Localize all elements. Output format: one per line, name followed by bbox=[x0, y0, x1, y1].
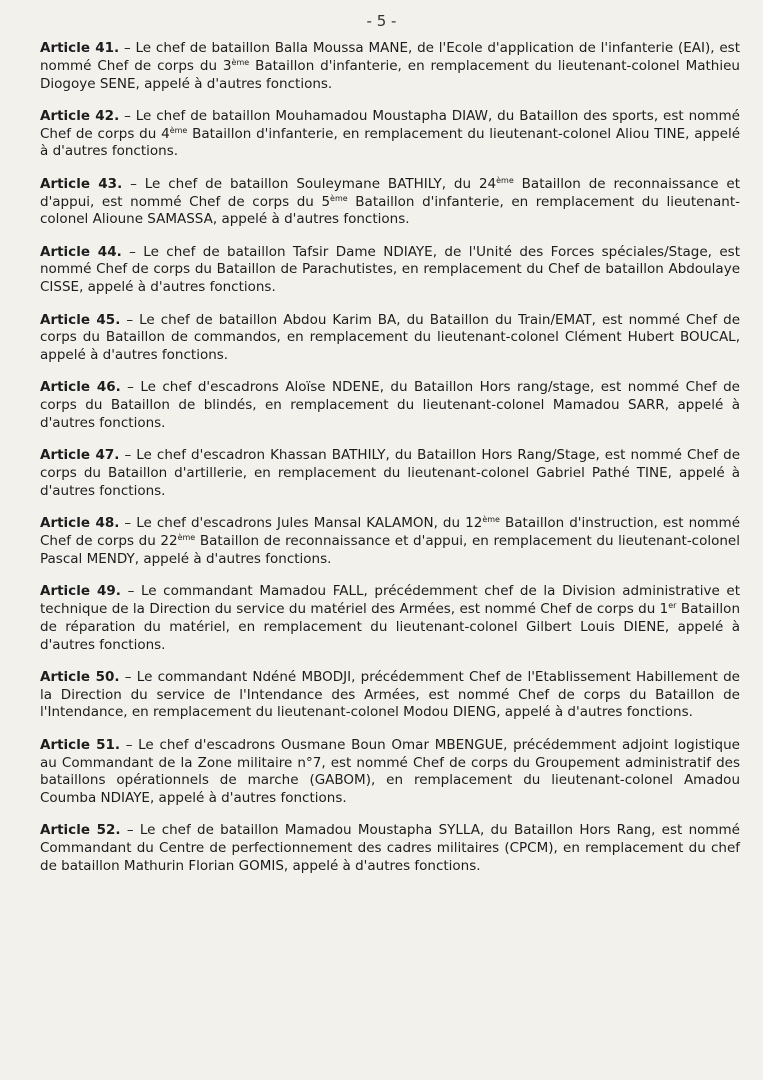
article-paragraph bbox=[40, 312, 740, 365]
article-label: Article 47. bbox=[40, 447, 120, 464]
article-paragraph bbox=[40, 447, 740, 500]
article-text: Bataillon d'infanterie, en remplacement du lieutenant-colonel Alioune SAMASSA, appelé à d'autres fonctions. bbox=[40, 193, 740, 228]
article-text: Bataillon de réparation du matériel, en remplacement du lieutenant-colonel Gilbert Louis DIENE, appelé à d'autres fonctions. bbox=[40, 600, 740, 653]
article-paragraph bbox=[40, 583, 740, 654]
ordinal-superscript: ème bbox=[169, 125, 188, 135]
article-label: Article 50. bbox=[40, 668, 120, 685]
ordinal-superscript: ème bbox=[496, 175, 514, 185]
article-label: Article 42. bbox=[40, 107, 120, 124]
article-paragraph bbox=[40, 737, 740, 808]
ordinal-superscript: ème bbox=[330, 193, 348, 203]
article-paragraph bbox=[40, 40, 740, 93]
article-paragraph bbox=[40, 176, 740, 229]
article-text: – Le chef d'escadrons Aloïse NDENE, du Bataillon Hors rang/stage, est nommé Chef de corps du Bataillon de blindés, en remplacement du lieutenant-colonel Mamadou SARR, appelé à d'autres fonctions. bbox=[40, 379, 740, 432]
article-text: – Le chef de bataillon Mouhamadou Moustapha DIAW, du Bataillon des sports, est nommé Chef de corps du 4 bbox=[40, 107, 740, 142]
article-paragraph bbox=[40, 822, 740, 875]
article-text: – Le chef de bataillon Souleymane BATHILY, du 24 bbox=[122, 175, 497, 192]
article-label: Article 48. bbox=[40, 515, 120, 532]
article-label: Article 45. bbox=[40, 311, 121, 328]
article-label: Article 52. bbox=[40, 822, 121, 839]
article-text: – Le chef de bataillon Abdou Karim BA, du Bataillon du Train/EMAT, est nommé Chef de corps du Bataillon de commandos, en remplacement du lieutenant-colonel Clément Hubert BOUCAL, appelé à d'autres fonctions. bbox=[40, 311, 741, 364]
article-label: Article 51. bbox=[40, 736, 120, 753]
article-text: – Le chef d'escadron Khassan BATHILY, du Bataillon Hors Rang/Stage, est nommé Chef de corps du Bataillon d'artillerie, en remplacement du lieutenant-colonel Gabriel Pathé TINE, appelé à d'autres fonctions. bbox=[40, 447, 740, 499]
article-text: – Le chef d'escadrons Jules Mansal KALAMON, du 12 bbox=[119, 515, 483, 532]
article-paragraph bbox=[40, 108, 740, 161]
article-label: Article 44. bbox=[40, 243, 122, 260]
article-list bbox=[40, 40, 740, 890]
ordinal-superscript: ème bbox=[231, 57, 250, 67]
ordinal-superscript: ème bbox=[482, 515, 500, 525]
article-text: – Le chef de bataillon Tafsir Dame NDIAYE, de l'Unité des Forces spéciales/Stage, est nommé Chef de corps du Bataillon de Parachutistes, en remplacement du Chef de bataillon Abdoulaye CISSE, appelé à d'autres fonctions. bbox=[40, 243, 740, 296]
article-text: – Le chef d'escadrons Ousmane Boun Omar MBENGUE, précédemment adjoint logistique au Commandant de la Zone militaire n°7, est nommé Chef de corps du Groupement administratif des bataillons opérationnels de marche (GABOM), en remplacement du lieutenant-colonel Amadou Coumba NDIAYE, appelé à d'autres fonctions. bbox=[40, 736, 740, 807]
article-text: Bataillon d'instruction, est nommé Chef de corps du 22 bbox=[40, 515, 741, 550]
article-text: – Le chef de bataillon Mamadou Moustapha SYLLA, du Bataillon Hors Rang, est nommé Commandant du Centre de perfectionnement des cadres militaires (CPCM), en remplacement du chef de bataillon Mathurin Florian GOMIS, appelé à d'autres fonctions. bbox=[40, 822, 740, 874]
article-text: Bataillon d'infanterie, en remplacement du lieutenant-colonel Aliou TINE, appelé à d'autres fonctions. bbox=[40, 125, 740, 160]
ordinal-superscript: ème bbox=[177, 533, 196, 543]
article-paragraph bbox=[40, 379, 740, 432]
article-label: Article 46. bbox=[40, 379, 121, 396]
article-text: – Le commandant Ndéné MBODJI, précédemment Chef de l'Etablissement Habillement de la Direction du service de l'Intendance des Armées, est nommé Chef de corps du Bataillon de l'Intendance, en remplacement du lieutenant-colonel Modou DIENG, appelé à d'autres fonctions. bbox=[40, 668, 740, 721]
article-paragraph bbox=[40, 669, 740, 722]
article-text: Bataillon d'infanterie, en remplacement du lieutenant-colonel Mathieu Diogoye SENE, appelé à d'autres fonctions. bbox=[40, 57, 740, 92]
article-text: Bataillon de reconnaissance et d'appui, est nommé Chef de corps du 5 bbox=[40, 175, 740, 210]
page-number: - 5 - bbox=[366, 12, 397, 30]
article-label: Article 41. bbox=[40, 40, 120, 56]
article-text: Bataillon de reconnaissance et d'appui, en remplacement du lieutenant-colonel Pascal MENDY, appelé à d'autres fonctions. bbox=[40, 533, 740, 567]
article-label: Article 43. bbox=[40, 175, 123, 192]
article-paragraph bbox=[40, 515, 740, 568]
article-paragraph bbox=[40, 244, 740, 297]
article-text: – Le chef de bataillon Balla Moussa MANE, de l'Ecole d'application de l'infanterie (EAI), est nommé Chef de corps du 3 bbox=[40, 40, 741, 74]
ordinal-superscript: er bbox=[668, 600, 677, 610]
article-label: Article 49. bbox=[40, 583, 121, 600]
article-text: – Le commandant Mamadou FALL, précédemment chef de la Division administrative et technique de la Direction du service du matériel des Armées, est nommé Chef de corps du 1 bbox=[40, 583, 740, 617]
